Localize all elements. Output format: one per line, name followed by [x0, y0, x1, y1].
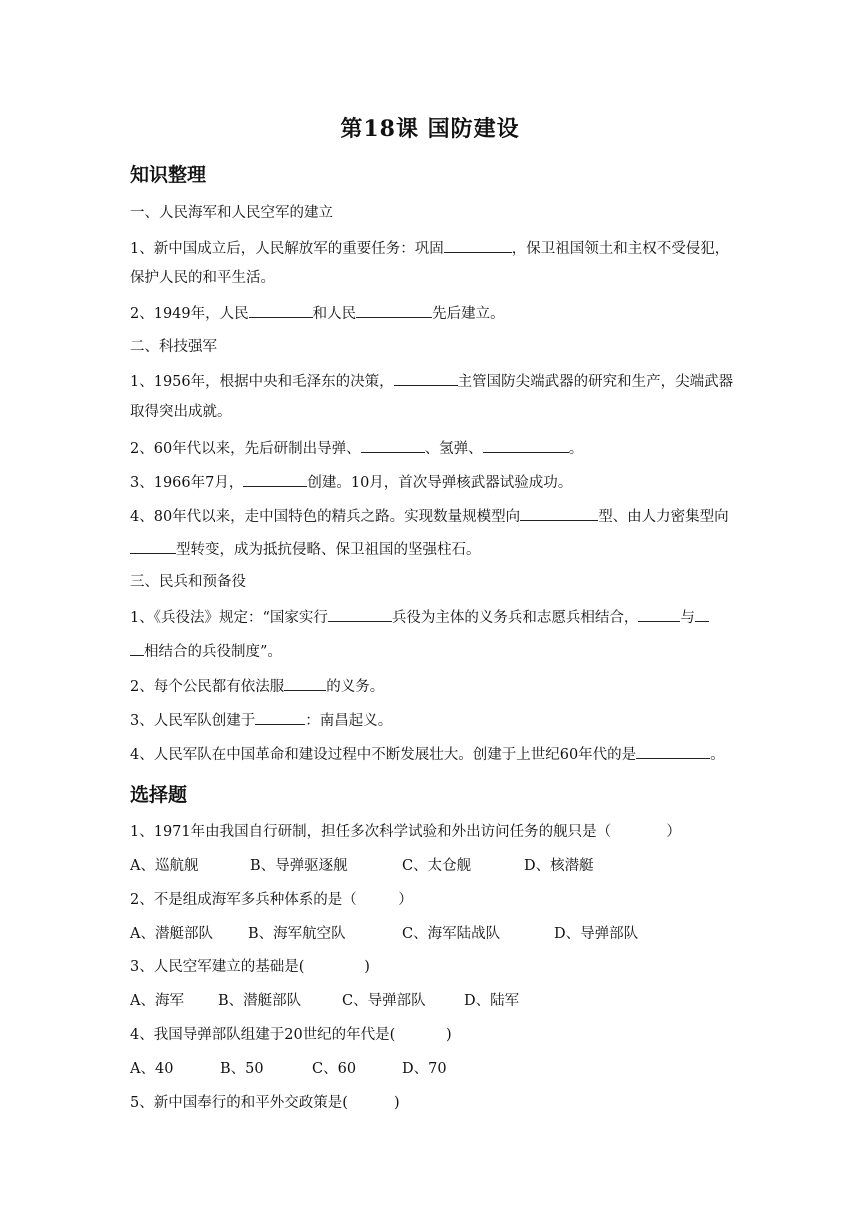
option-b[interactable]: B、导弹驱逐舰	[250, 858, 348, 874]
option-c[interactable]: C、导弹部队	[342, 993, 426, 1009]
question-text: 型、由人力密集型向	[598, 509, 729, 525]
choice-question: 2、不是组成海军多兵种体系的是（ ）	[130, 892, 413, 908]
fill-question	[130, 743, 750, 765]
option-b[interactable]: B、50	[220, 1061, 264, 1077]
question-text: 。	[710, 747, 725, 763]
answer-blank[interactable]	[255, 709, 305, 725]
question-text: 和人民	[312, 306, 357, 322]
question-text: 型转变，成为抵抗侵略、保卫祖国的坚强柱石。	[176, 542, 481, 558]
option-b[interactable]: B、潜艇部队	[218, 993, 302, 1009]
option-c[interactable]: C、海军陆战队	[402, 926, 501, 942]
answer-blank[interactable]	[361, 437, 425, 453]
option-d[interactable]: D、核潜艇	[524, 858, 594, 874]
question-text: ：南昌起义。	[305, 713, 393, 729]
answer-blank[interactable]	[520, 505, 598, 521]
choice-question: 5、新中国奉行的和平外交政策是( )	[130, 1095, 400, 1111]
answer-blank[interactable]	[356, 302, 432, 318]
fill-question	[130, 471, 750, 493]
answer-blank[interactable]	[444, 237, 512, 253]
question-text: 3、1966年7月，	[130, 475, 244, 491]
option-c[interactable]: C、60	[312, 1061, 357, 1077]
answer-blank[interactable]	[483, 437, 569, 453]
section-heading-knowledge: 知识整理	[130, 164, 207, 186]
answer-blank[interactable]	[130, 640, 144, 656]
answer-blank[interactable]	[695, 606, 709, 622]
part-heading-militia: 三、民兵和预备役	[130, 574, 246, 590]
answer-blank[interactable]	[394, 370, 458, 386]
fill-question	[130, 675, 750, 697]
question-text: 、氢弹、	[424, 441, 483, 457]
question-text: 4、人民军队在中国革命和建设过程中不断发展壮大。创建于上世纪60年代的是	[130, 747, 637, 763]
fill-question	[130, 505, 750, 527]
question-text: 的义务。	[326, 679, 385, 695]
answer-blank[interactable]	[328, 606, 392, 622]
question-text: 创建。10月，首次导弹核武器试验成功。	[307, 475, 573, 491]
option-a[interactable]: A、40	[130, 1061, 174, 1077]
question-text: 兵役为主体的义务兵和志愿兵相结合，	[391, 610, 639, 626]
question-continuation: 取得突出成就。	[130, 404, 232, 420]
answer-blank[interactable]	[284, 675, 326, 691]
answer-blank[interactable]	[243, 471, 307, 487]
fill-question	[130, 606, 750, 628]
question-text: 2、60年代以来，先后研制出导弹、	[130, 441, 361, 457]
answer-blank[interactable]	[130, 538, 176, 554]
choice-question: 4、我国导弹部队组建于20世纪的年代是( )	[130, 1027, 452, 1043]
choice-question: 3、人民空军建立的基础是( )	[130, 959, 370, 975]
question-text: 2、每个公民都有依法服	[130, 679, 285, 695]
option-d[interactable]: D、导弹部队	[554, 926, 639, 942]
question-text: ，保卫祖国领土和主权不受侵犯，	[511, 241, 730, 257]
question-text: 。	[568, 441, 584, 457]
question-text: 3、人民军队创建于	[130, 713, 256, 729]
question-text: 与	[680, 610, 695, 626]
fill-question	[130, 370, 750, 392]
question-text: 1、《兵役法》规定：“国家实行	[130, 610, 328, 626]
question-text: 2、1949年，人民	[130, 306, 249, 322]
question-text: 先后建立。	[432, 306, 505, 322]
question-text: 1、新中国成立后，人民解放军的重要任务：巩固	[130, 241, 444, 257]
option-d[interactable]: D、陆军	[464, 993, 520, 1009]
option-d[interactable]: D、70	[402, 1061, 447, 1077]
question-text: 相结合的兵役制度”。	[144, 644, 282, 660]
option-a[interactable]: A、巡航舰	[130, 858, 199, 874]
option-b[interactable]: B、海军航空队	[248, 926, 346, 942]
fill-question-continuation	[130, 538, 750, 560]
answer-blank[interactable]	[636, 743, 710, 759]
question-text: 主管国防尖端武器的研究和生产，尖端武器	[457, 374, 734, 390]
fill-question-continuation	[130, 640, 750, 662]
option-a[interactable]: A、海军	[130, 993, 184, 1009]
choice-question: 1、1971年由我国自行研制，担任多次科学试验和外出访问任务的舰只是（ ）	[130, 824, 681, 840]
page-title: 第18课 国防建设	[340, 116, 520, 142]
question-text: 1、1956年，根据中央和毛泽东的决策，	[130, 374, 394, 390]
answer-blank[interactable]	[638, 606, 680, 622]
fill-question	[130, 709, 750, 731]
fill-question	[130, 437, 750, 459]
question-continuation: 保护人民的和平生活。	[130, 270, 275, 286]
answer-blank[interactable]	[249, 302, 313, 318]
fill-question	[130, 237, 750, 259]
fill-question	[130, 302, 750, 324]
part-heading-navy-airforce: 一、人民海军和人民空军的建立	[130, 205, 333, 221]
part-heading-tech: 二、科技强军	[130, 339, 217, 355]
question-text: 4、80年代以来，走中国特色的精兵之路。实现数量规模型向	[130, 509, 521, 525]
option-a[interactable]: A、潜艇部队	[130, 926, 213, 942]
section-heading-choice: 选择题	[130, 784, 188, 806]
option-c[interactable]: C、太仓舰	[402, 858, 472, 874]
